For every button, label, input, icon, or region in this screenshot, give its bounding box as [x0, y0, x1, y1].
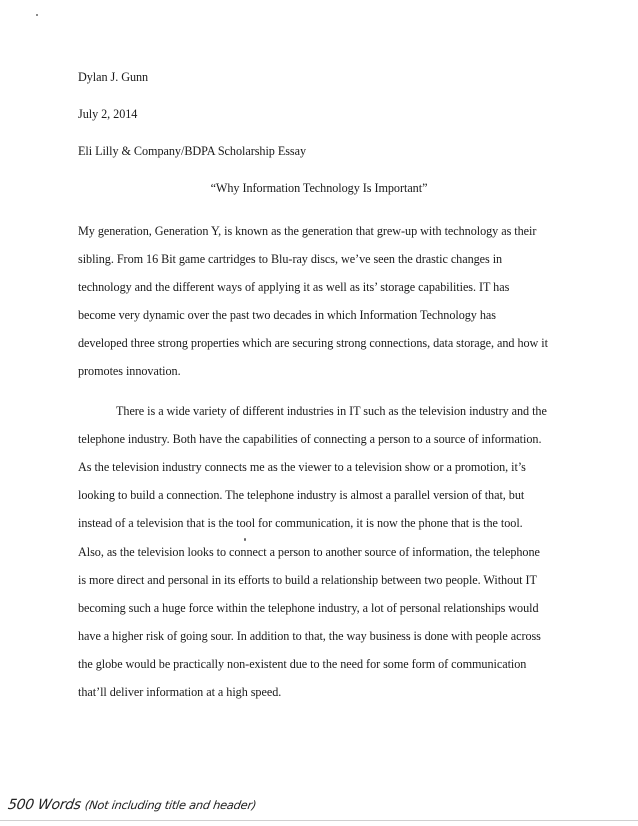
paragraph-line: As the television industry connects me as the viewer to a television show or a promotion, it’s	[78, 460, 526, 474]
essay-date: July 2, 2014	[78, 107, 138, 121]
paragraph-line: that’ll deliver information at a high speed.	[78, 685, 282, 699]
paragraph-line: instead of a television that is the tool for communication, it is now the phone that is the tool.	[78, 516, 523, 530]
paragraph-line: promotes innovation.	[78, 364, 181, 378]
author-name: Dylan J. Gunn	[78, 70, 149, 84]
essay-course: Eli Lilly & Company/BDPA Scholarship Essay	[78, 144, 307, 158]
paragraph-line: My generation, Generation Y, is known as the generation that grew-up with technology as their	[78, 224, 537, 238]
page-bottom-edge	[0, 820, 638, 821]
paragraph-line: sibling. From 16 Bit game cartridges to Blu-ray discs, we’ve seen the drastic changes in	[78, 252, 503, 266]
essay-title: “Why Information Technology Is Important”	[210, 181, 428, 195]
paragraph-line: becoming such a huge force within the telephone industry, a lot of personal relationships would	[78, 601, 539, 615]
paragraph-line: There is a wide variety of different industries in IT such as the television industry and the	[116, 404, 547, 418]
scan-speck	[36, 14, 38, 16]
paragraph-line: Also, as the television looks to connect a person to another source of information, the telephone	[78, 545, 540, 559]
paragraph-line: have a higher risk of going sour. In addition to that, the way business is done with people across	[78, 629, 541, 643]
paragraph-line: developed three strong properties which are securing strong connections, data storage, and how it	[78, 336, 548, 350]
handwritten-remark: (Not including title and header)	[84, 798, 258, 812]
handwritten-word-count-note	[7, 796, 258, 814]
paragraph-line: technology and the different ways of applying it as well as its’ storage capabilities. IT has	[78, 280, 510, 294]
paragraph-line: is more direct and personal in its efforts to build a relationship between two people. Without IT	[78, 573, 537, 587]
paragraph-line: telephone industry. Both have the capabilities of connecting a person to a source of information.	[78, 432, 542, 446]
paragraph-line: become very dynamic over the past two decades in which Information Technology has	[78, 308, 496, 322]
scan-speck	[244, 538, 246, 541]
paragraph-line: the globe would be practically non-existent due to the need for some form of communication	[78, 657, 527, 671]
handwritten-word-count: 500 Words	[6, 797, 82, 813]
paragraph-line: looking to build a connection. The telephone industry is almost a parallel version of that, but	[78, 488, 525, 502]
